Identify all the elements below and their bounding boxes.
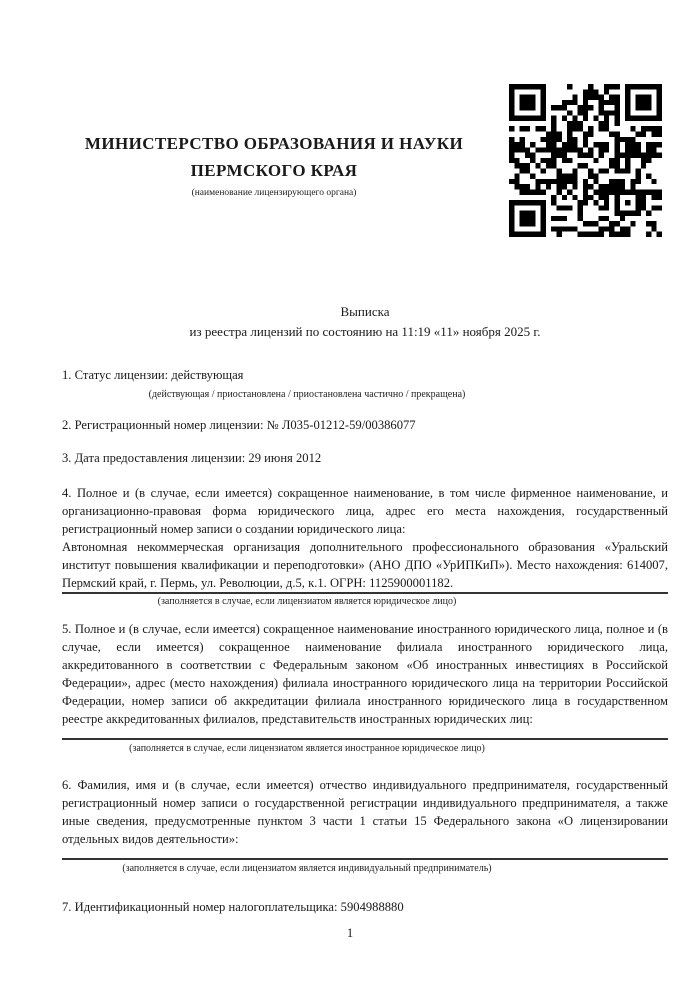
foreign-entity-underline	[62, 738, 668, 740]
entrepreneur-caption: (заполняется в случае, если лицензиатом является индивидуальный предприниматель)	[122, 863, 492, 874]
item-taxpayer-id: 7. Идентификационный номер налогоплательщика: 5904988880	[62, 900, 404, 914]
item-grant-date: 3. Дата предоставления лицензии: 29 июня 2012	[62, 451, 322, 465]
qr-code-icon	[509, 84, 662, 237]
license-status-options-caption: (действующая / приостановлена / приостановлена частично / прекращена)	[148, 389, 466, 400]
entrepreneur-underline	[62, 858, 668, 860]
ministry-name-line1: МИНИСТЕРСТВО ОБРАЗОВАНИЯ И НАУКИ	[84, 134, 464, 153]
foreign-entity-caption: (заполняется в случае, если лицензиатом является иностранное юридическое лицо)	[129, 743, 485, 754]
item-entrepreneur	[62, 776, 668, 875]
document-title: Выписка	[340, 304, 390, 319]
legal-entity-value: Автономная некоммерческая организация дополнительного профессионального образования «Уральский институт повышения квалификации и переподготовки» (АНО ДПО «УрИПКиП»). Место нахождения: 614007, Пермский край, г. Пермь, ул. Революции, д.5, к.1. ОГРН: 1125900001182.	[62, 540, 668, 590]
item-license-status: 1. Статус лицензии: действующая	[62, 368, 244, 382]
legal-entity-underline	[62, 592, 668, 594]
document-title-block	[62, 302, 668, 342]
licensing-authority-block	[48, 130, 500, 199]
licensing-authority-caption: (наименование лицензирующего органа)	[191, 188, 357, 198]
item-legal-entity	[62, 484, 668, 608]
foreign-entity-prompt: 5. Полное и (в случае, если имеется) сокращенное наименование иностранного юридического лица, полное и (в случае, если имеется) сокращенное наименование филиала иностранного юридического лица, аккредитованного в соответствии с Федеральным законом «Об иностранных инвестициях в Российской Федерации», адрес (место нахождения) филиала иностранного юридического лица на территории Российской Федерации, номер записи об аккредитации филиала иностранного юридического лица в государственном реестре аккредитованных филиалов, представительств иностранных юридических лиц:	[62, 622, 668, 726]
legal-entity-caption: (заполняется в случае, если лицензиатом является юридическое лицо)	[157, 596, 457, 607]
item-registration-number: 2. Регистрационный номер лицензии: № Л035-01212-59/00386077	[62, 418, 416, 432]
legal-entity-prompt: 4. Полное и (в случае, если имеется) сокращенное наименование, в том числе фирменное наименование, и организационно-правовая форма юридического лица, адрес его места нахождения, государственный регистрационный номер записи о создании юридического лица:	[62, 486, 668, 536]
page-number: 1	[346, 926, 354, 940]
entrepreneur-prompt: 6. Фамилия, имя и (в случае, если имеется) отчество индивидуального предпринимателя, государственный регистрационный номер записи о государственной регистрации индивидуального предпринимателя, а также иные сведения, предусмотренные пунктом 3 части 1 статьи 15 Федерального закона «О лицензировании отдельных видов деятельности»:	[62, 778, 668, 846]
document-subtitle: из реестра лицензий по состоянию на 11:19 «11» ноября 2025 г.	[189, 324, 541, 339]
ministry-name-line2: ПЕРМСКОГО КРАЯ	[190, 161, 358, 180]
item-foreign-entity	[62, 620, 668, 755]
